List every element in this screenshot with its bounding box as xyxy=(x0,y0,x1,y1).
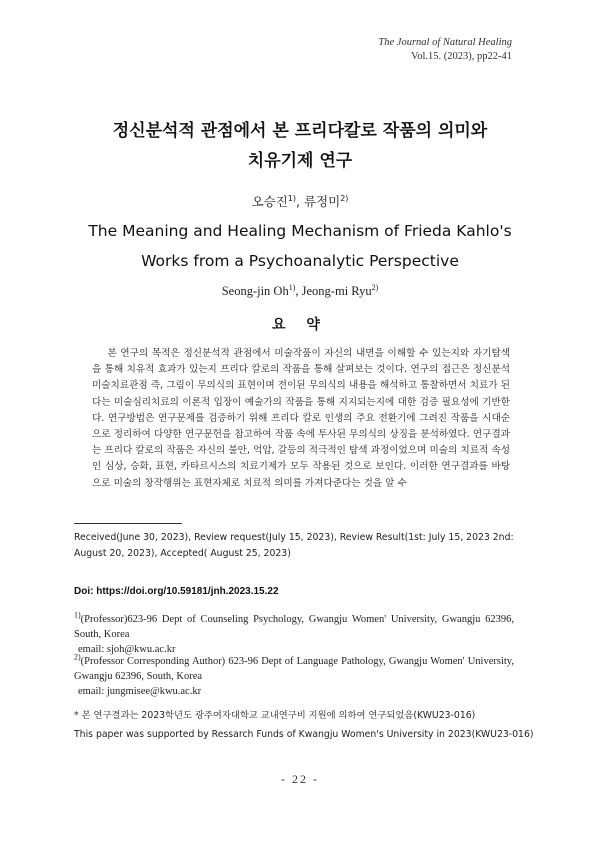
english-author-2: Jeong-mi Ryu xyxy=(301,284,372,298)
journal-header xyxy=(378,36,512,64)
affiliation-1-email[interactable]: email: sjoh@kwu.ac.kr xyxy=(78,644,176,655)
korean-author-2-mark: 2) xyxy=(340,193,349,203)
affiliation-2-text: (Professor Corresponding Author) 623-96 Dept of Language Pathology, Gwangju Women' University, Gwangju 62396, South, Korea xyxy=(74,656,514,682)
affiliation-2-mark: 2) xyxy=(74,652,81,662)
korean-author-1: 오승진 xyxy=(251,194,288,209)
english-title-line1: The Meaning and Healing Mechanism of Frieda Kahlo's xyxy=(88,222,512,240)
affiliation-2 xyxy=(74,654,514,699)
korean-author-1-mark: 1) xyxy=(287,193,297,203)
affiliation-1-text: (Professor)623-96 Dept of Counseling Psychology, Gwangju Women' University, Gwangju 62396, South, Korea xyxy=(74,614,514,640)
korean-title-line1: 정신분석적 관점에서 본 프리다칼로 작품의 의미와 xyxy=(112,121,488,141)
english-title-line2: Works from a Psychoanalytic Perspective xyxy=(141,252,459,270)
doi-link[interactable]: Doi: https://doi.org/10.59181/jnh.2023.15.22 xyxy=(74,586,279,597)
affiliation-1-mark: 1) xyxy=(74,610,81,620)
english-title xyxy=(0,216,600,276)
english-author-1-mark: 1) xyxy=(288,282,296,292)
english-author-separator: , xyxy=(295,284,302,298)
journal-volume: Vol.15. (2023), pp22-41 xyxy=(410,51,512,62)
funding-note-english: This paper was supported by Ressarch Funds of Kwangju Women's University in 2023(KWU23-016) xyxy=(74,729,534,740)
korean-title-line2: 치유기제 연구 xyxy=(247,151,353,171)
english-authors xyxy=(0,284,600,299)
english-author-1: Seong-jin Oh xyxy=(221,284,289,298)
korean-authors xyxy=(0,192,600,210)
korean-title xyxy=(0,116,600,176)
footnote-divider xyxy=(74,523,182,524)
korean-author-2: 류정미 xyxy=(303,194,341,209)
journal-name: The Journal of Natural Healing xyxy=(378,37,512,48)
affiliation-2-email[interactable]: email: jungmisee@kwu.ac.kr xyxy=(78,686,202,697)
english-author-2-mark: 2) xyxy=(371,282,379,292)
abstract-heading: 요 약 xyxy=(272,317,328,333)
received-dates: Received(June 30, 2023), Review request(July 15, 2023), Review Result(1st: July 15, 2023 2nd: August 20, 2023), Accepted( August 25, 2023) xyxy=(74,532,514,559)
abstract-body: 본 연구의 목적은 정신분석적 관점에서 미술작품이 자신의 내면을 이해할 수 있는지와 자기탐색을 통해 치유적 효과가 있는지 프리다 칼로의 작품을 통해 살펴보는 것이다. 연구의 접근은 정신분석 미술치료관점 즉, 그림이 무의식의 표현이며 전이된 무의식의 내용을 해석하고 통찰하면서 치료가 된다는 미술심리치료의 이론적 입장이 예술가의 작품을 통해 지지되는지에 대한 검증 필요성에 기반한다. 연구방법은 연구문제를 검증하기 위해 프리다 칼로 인생의 주요 전환기에 그려진 작품을 시대순으로 정리하여 다양한 연구문헌을 참고하여 작품 속에 투사된 무의식의 상징을 분석하였다. 연구결과는 프리다 칼로의 작품은 자신의 불안, 억압, 갈등의 적극적인 탐색 과정이었으며 미술의 치료적 속성인 심상, 승화, 표현, 카타르시스의 치료기제가 모두 작용된 것으로 보인다. 이러한 연구결과를 바탕으로 미술의 창작행위는 표현자체로 치료적 의미를 가져다준다는 것을 알 수 xyxy=(92,348,510,489)
page-number: - 22 - xyxy=(281,772,319,786)
funding-note-korean: * 본 연구결과는 2023학년도 광주여자대학교 교내연구비 지원에 의하여 연구되었음(KWU23-016) xyxy=(74,710,476,721)
affiliation-1 xyxy=(74,612,514,657)
korean-author-separator: , xyxy=(296,194,304,209)
